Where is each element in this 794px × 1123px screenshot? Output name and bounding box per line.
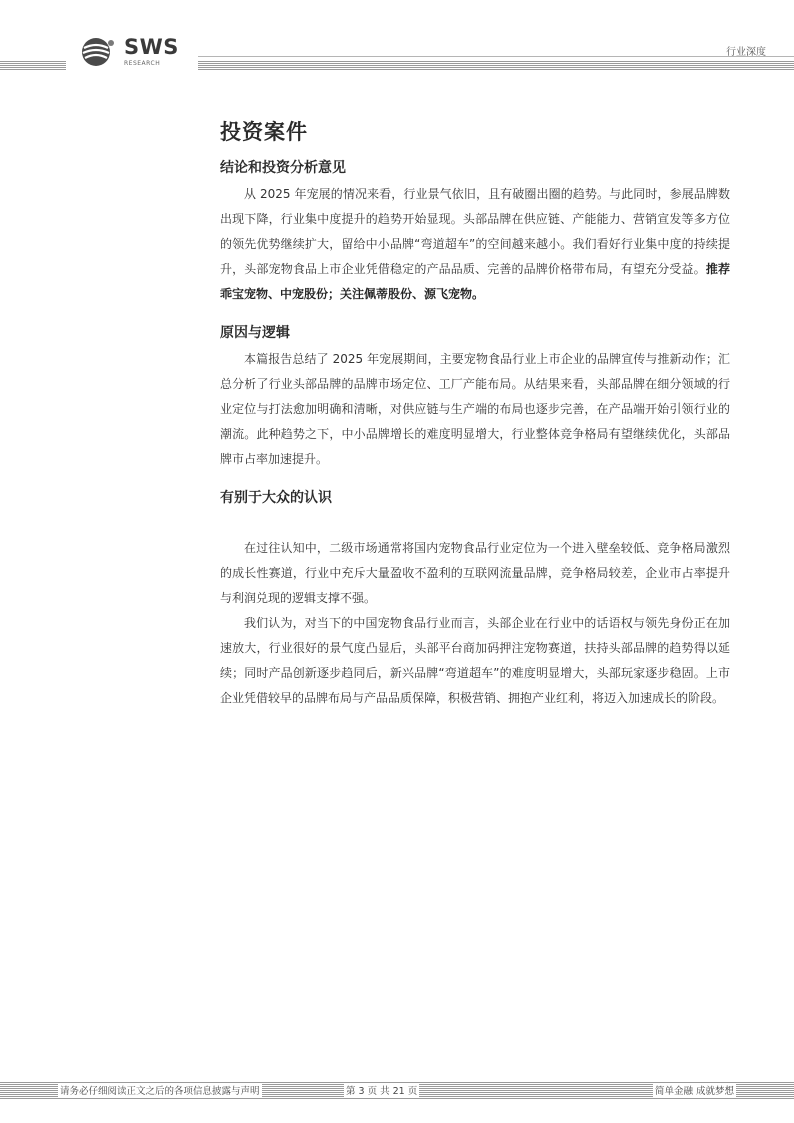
paragraph: 从 2025 年宠展的情况来看，行业景气依旧，且有破圈出圈的趋势。与此同时，参展品牌数出现下降，行业集中度提升的趋势开始显现。头部品牌在供应链、产能能力、营销宣发等多方位的领先优势继续扩大，留给中小品牌“弯道超车”的空间越来越小。我们看好行业集中度的持续提升，头部宠物食品上市企业凭借稳定的产品品质、完善的品牌价格带布局，有望充分受益。推荐乖宝宠物、中宠股份；关注佩蒂股份、源飞宠物。 — [220, 187, 730, 301]
report-type-label: 行业深度 — [726, 47, 766, 58]
header-stripe-left — [0, 60, 66, 70]
paragraph: 本篇报告总结了 2025 年宠展期间，主要宠物食品行业上市企业的品牌宣传与推新动作；汇总分析了行业头部品牌的品牌市场定位、工厂产能布局。从结果来看，头部品牌在细分领域的行业定位与打法愈加明确和清晰，对供应链与生产端的布局也逐步完善，在产品端开始引领行业的潮流。此种趋势之下，中小品牌增长的难度明显增大，行业整体竞争格局有望继续优化，头部品牌市占率加速提升。 — [220, 352, 730, 466]
page-title: 投资案件 — [220, 120, 308, 144]
footer-bar — [0, 1081, 794, 1099]
footer-disclaimer: 请务必仔细阅读正文之后的各项信息披露与声明 — [58, 1083, 262, 1097]
paragraph: 我们认为，对当下的中国宠物食品行业而言，头部企业在行业中的话语权与领先身份正在加速放大，行业很好的景气度凸显后，头部平台商加码押注宠物赛道，扶持头部品牌的趋势得以延续；同时产品创新逐步趋同后，新兴品牌“弯道超车”的难度明显增大，头部玩家逐步稳固。上市企业凭借较早的品牌布局与产品品质保障，积极营销、拥抱产业红利，将迈入加速成长的阶段。 — [220, 616, 730, 705]
brand-name: SWS — [124, 35, 179, 59]
brand-subtitle: RESEARCH — [124, 60, 161, 67]
header-rule — [198, 56, 794, 57]
paragraph: 在过往认知中，二级市场通常将国内宠物食品行业定位为一个进入壁垒较低、竞争格局激烈的成长性赛道，行业中充斥大量盈收不盈利的互联网流量品牌，竞争格局较差，企业市占率提升与利润兑现的逻辑支撑不强。 — [220, 541, 730, 605]
section-heading: 原因与逻辑 — [220, 325, 290, 341]
footer-page-number: 第 3 页 共 21 页 — [344, 1083, 419, 1097]
section-reasoning — [220, 322, 730, 472]
section-conclusion — [220, 157, 730, 307]
section-heading: 结论和投资分析意见 — [220, 160, 346, 176]
main-content — [220, 116, 730, 726]
header-stripe-right — [198, 60, 794, 70]
brand-logo — [80, 34, 195, 74]
footer-slogan: 简单金融 成就梦想 — [653, 1083, 736, 1097]
globe-logo-icon — [80, 36, 118, 68]
section-heading: 有别于大众的认识 — [220, 490, 332, 506]
recommendation-text: 推荐乖宝宠物、中宠股份；关注佩蒂股份、源飞宠物。 — [220, 262, 730, 301]
section-differentiated-view — [220, 487, 730, 711]
